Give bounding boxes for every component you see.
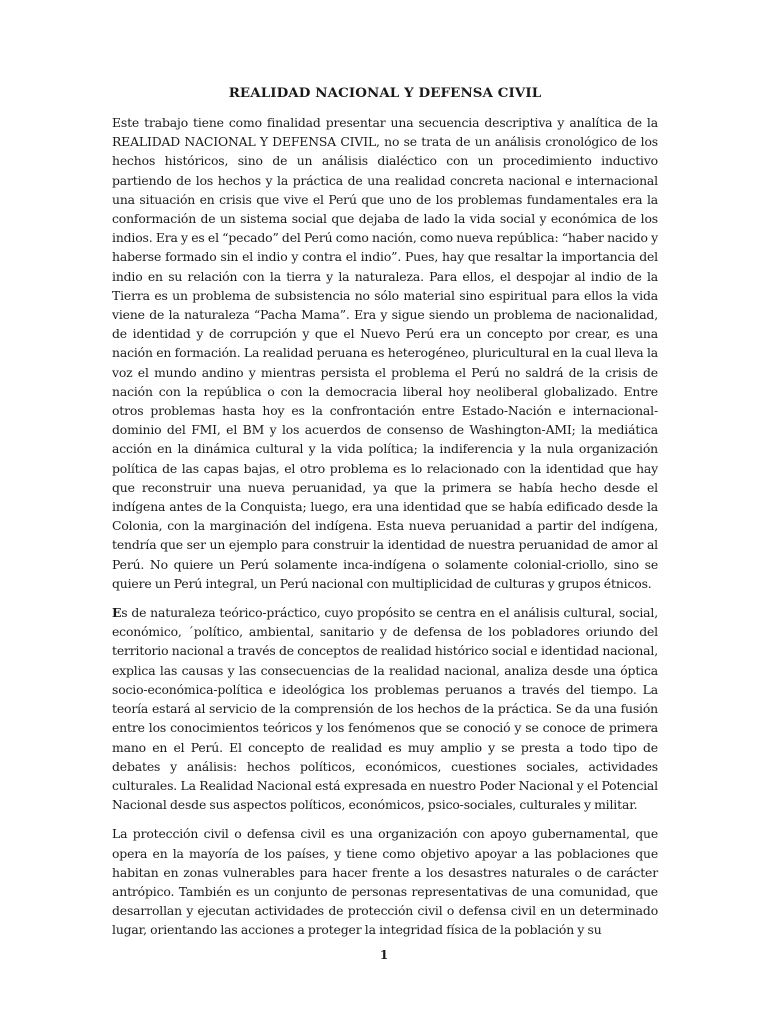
page-number: 1 bbox=[379, 948, 389, 962]
paragraph-civil-defense bbox=[112, 824, 658, 939]
paragraph-intro bbox=[112, 113, 658, 593]
document-body bbox=[112, 84, 658, 950]
document-title: REALIDAD NACIONAL Y DEFENSA CIVIL bbox=[228, 85, 542, 101]
paragraph-nature bbox=[112, 603, 658, 814]
paragraph-lead-letter: E bbox=[112, 605, 122, 621]
paragraph-text: Este trabajo tiene como finalidad presentar una secuencia descriptiva y analítica de la REALIDAD NACIONAL Y DEFENSA CIVIL, no se trata de un análisis cronológico de los hechos históricos, sino de un análisis dialéctico con un procedimiento inductivo partiendo de los hechos y la práctica de una realidad concreta nacional e internacional una situación en crisis que vive el Perú que uno de los problemas fundamentales era la conformación de un sistema social que dejaba de lado la vida social y económica de los indios. Era y es el “pecado” del Perú como nación, como nueva república: “haber nacido y haberse formado sin el indio y contra el indio”. Pues, hay que resaltar la importancia del indio en su relación con la tierra y la naturaleza. Para ellos, el despojar al indio de la Tierra es un problema de subsistencia no sólo material sino espiritual para ellos la vida viene de la naturaleza “Pacha Mama”. Era y sigue siendo un problema de nacionalidad, de identidad y de corrupción y que el Nuevo Perú era un concepto por crear, es una nación en formación. La realidad peruana es heterogéneo, pluricultural en la cual lleva la voz el mundo andino y mientras persista el problema el Perú no saldrá de la crisis de nación con la república o con la democracia liberal hoy neoliberal globalizado. Entre otros problemas hasta hoy es la confrontación entre Estado-Nación e internacional-dominio del FMI, el BM y los acuerdos de consenso de Washington-AMI; la mediática acción en la dinámica cultural y la vida política; la indiferencia y la nula organización política de las capas bajas, el otro problema es lo relacionado con la identidad que hay que reconstruir una nueva peruanidad, ya que la primera se había hecho desde el indígena antes de la Conquista; luego, era una identidad que se había edificado desde la Colonia, con la marginación del indígena. Esta nueva peruanidad a partir del indígena, tendría que ser un ejemplo para construir la identidad de nuestra peruanidad de amor al Perú. No quiere un Perú solamente inca-indígena o solamente colonial-criollo, sino se quiere un Perú integral, un Perú nacional con multiplicidad de culturas y grupos étnicos. bbox=[112, 115, 658, 591]
paragraph-text: La protección civil o defensa civil es una organización con apoyo gubernamental, que opera en la mayoría de los países, y tiene como objetivo apoyar a las poblaciones que habitan en zonas vulnerables para hacer frente a los desastres naturales o de carácter antrópico. También es un conjunto de personas representativas de una comunidad, que desarrollan y ejecutan actividades de protección civil o defensa civil en un determinado lugar, orientando las acciones a proteger la integridad física de la población y su bbox=[112, 826, 658, 938]
paragraph-text: s de naturaleza teórico-práctico, cuyo propósito se centra en el análisis cultural, social, económico, ´político, ambiental, sanitario y de defensa de los pobladores oriundo del territorio nacional a través de conceptos de realidad histórico social e identidad nacional, explica las causas y las consecuencias de la realidad nacional, analiza desde una óptica socio-económica-política e ideológica los problemas peruanos a través del tiempo. La teoría estará al servicio de la comprensión de los hechos de la práctica. Se da una fusión entre los conocimientos teóricos y los fenómenos que se conoció y se conoce de primera mano en el Perú. El concepto de realidad es muy amplio y se presta a todo tipo de debates y análisis: hechos políticos, económicos, cuestiones sociales, actividades culturales. La Realidad Nacional está expresada en nuestro Poder Nacional y el Potencial Nacional desde sus aspectos políticos, económicos, psico-sociales, culturales y militar. bbox=[112, 605, 658, 813]
